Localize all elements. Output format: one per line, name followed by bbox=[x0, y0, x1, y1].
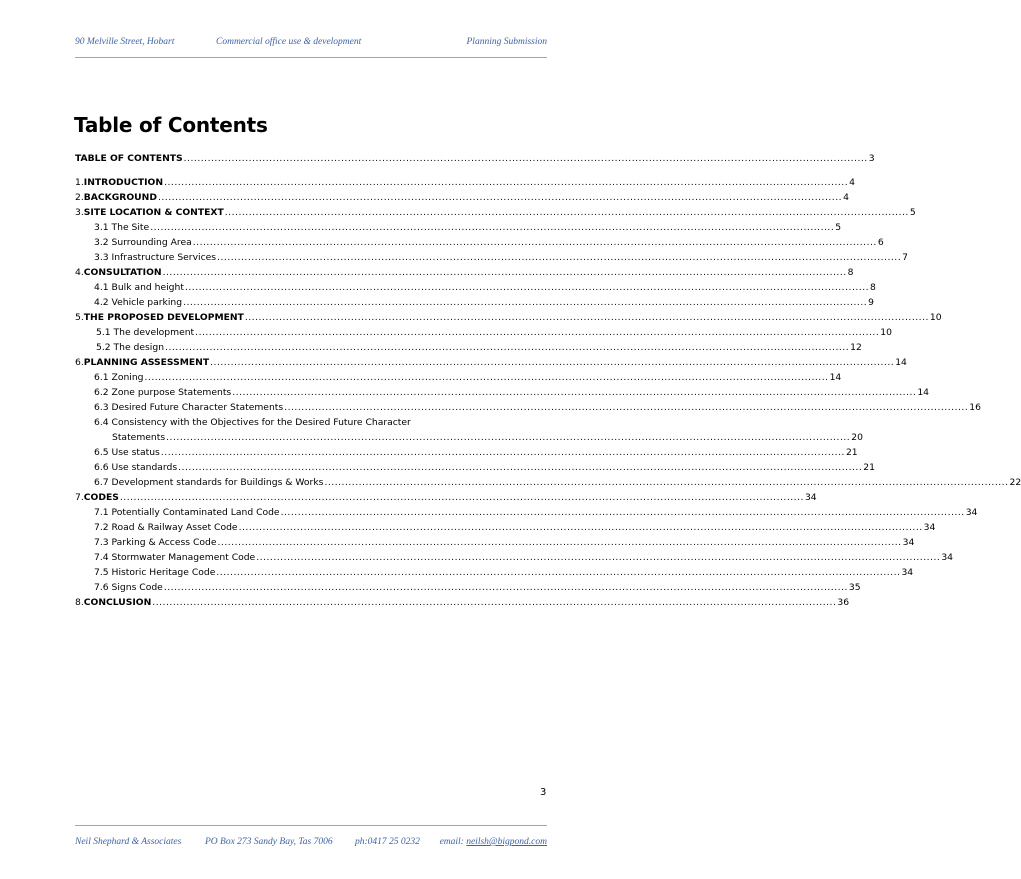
toc-entry-label: Statements bbox=[112, 432, 166, 443]
toc-subentry[interactable] bbox=[75, 151, 875, 166]
footer-company: Neil Shephard & Associates bbox=[75, 837, 182, 847]
toc-leader-dots: ........................................................................................................................................................................................................ bbox=[184, 282, 870, 293]
toc-subentry[interactable] bbox=[94, 460, 875, 475]
toc-page-number: 14 bbox=[917, 387, 930, 398]
toc-leader-dots: ........................................................................................................................................................................................................ bbox=[195, 327, 880, 338]
toc-leader-dots: ........................................................................................................................................................................................................ bbox=[178, 462, 863, 473]
toc-page-number: 34 bbox=[965, 507, 978, 518]
toc-subentry[interactable] bbox=[94, 505, 978, 520]
toc-leader-dots: ........................................................................................................................................................................................................ bbox=[157, 192, 843, 203]
toc-entry-number: 6. bbox=[75, 357, 84, 368]
toc-entry-label: CONCLUSION bbox=[83, 597, 152, 608]
toc-entry-label: 6.6 Use standards bbox=[94, 462, 178, 473]
toc-leader-dots: ........................................................................................................................................................................................................ bbox=[119, 492, 804, 503]
toc-leader-dots: ........................................................................................................................................................................................................ bbox=[183, 297, 868, 308]
toc-page-number: 9 bbox=[868, 297, 875, 308]
toc-leader-dots: ........................................................................................................................................................................................................ bbox=[163, 582, 848, 593]
toc-entry-label: 5.2 The design bbox=[96, 342, 165, 353]
toc-leader-dots: ........................................................................................................................................................................................................ bbox=[162, 267, 847, 278]
toc-subentry[interactable] bbox=[94, 280, 876, 295]
toc-subentry[interactable] bbox=[94, 580, 861, 595]
toc-page-number: 5 bbox=[835, 222, 842, 233]
toc-subentry[interactable] bbox=[94, 475, 1021, 490]
toc-subentry[interactable] bbox=[94, 295, 875, 310]
toc-subentry[interactable] bbox=[94, 415, 432, 430]
toc-entry-number: 8. bbox=[75, 597, 84, 608]
page-footer bbox=[75, 825, 547, 856]
toc-entry[interactable] bbox=[75, 205, 916, 220]
toc-entry-label: SITE LOCATION & CONTEXT bbox=[83, 207, 224, 218]
toc-page-number: 34 bbox=[804, 492, 817, 503]
toc-entry[interactable] bbox=[75, 190, 849, 205]
toc-entry-label: 7.3 Parking & Access Code bbox=[94, 537, 217, 548]
toc-page-number: 14 bbox=[895, 357, 907, 368]
toc-subentry[interactable] bbox=[94, 565, 914, 580]
footer-email bbox=[440, 837, 547, 847]
toc-subentry[interactable] bbox=[94, 370, 842, 385]
toc-leader-dots: ........................................................................................................................................................................................................ bbox=[152, 597, 837, 608]
footer-email-link[interactable]: neilsh@bigpond.com bbox=[466, 837, 547, 847]
toc-page-number: 14 bbox=[829, 372, 842, 383]
page-header bbox=[75, 37, 547, 58]
toc-entry-label: 3.2 Surrounding Area bbox=[94, 237, 192, 248]
toc-page-number: 4 bbox=[843, 192, 849, 203]
toc-page-number: 20 bbox=[851, 432, 863, 443]
header-address: 90 Melville Street, Hobart bbox=[75, 37, 175, 47]
toc-entry-label: 3.1 The Site bbox=[94, 222, 150, 233]
toc-subentry[interactable] bbox=[112, 430, 863, 445]
toc-leader-dots: ........................................................................................................................................................................................................ bbox=[217, 252, 902, 263]
footer-po-box: PO Box 273 Sandy Bay, Tas 7006 bbox=[205, 837, 333, 847]
toc-entry-label: 6.5 Use status bbox=[94, 447, 160, 458]
page-number: 3 bbox=[540, 787, 547, 798]
toc-entry-label: 6.2 Zone purpose Statements bbox=[94, 387, 232, 398]
toc-subentry[interactable] bbox=[94, 235, 884, 250]
toc-entry[interactable] bbox=[75, 310, 942, 325]
toc-subentry[interactable] bbox=[94, 400, 981, 415]
toc-page-number: 8 bbox=[870, 282, 876, 293]
toc-page-number: 6 bbox=[877, 237, 884, 248]
toc-entry[interactable] bbox=[75, 490, 817, 505]
toc-subentry[interactable] bbox=[94, 250, 909, 265]
toc-page-number: 34 bbox=[901, 567, 914, 578]
toc-subentry[interactable] bbox=[94, 220, 842, 235]
toc-leader-dots: ........................................................................................................................................................................................................ bbox=[217, 537, 902, 548]
toc-entry-label: 7.1 Potentially Contaminated Land Code bbox=[94, 507, 280, 518]
toc-subentry[interactable] bbox=[96, 325, 892, 340]
toc-leader-dots: ........................................................................................................................................................................................................ bbox=[160, 447, 845, 458]
toc-leader-dots: ........................................................................................................................................................................................................ bbox=[256, 552, 941, 563]
toc-leader-dots: ........................................................................................................................................................................................................ bbox=[192, 237, 877, 248]
toc-entry-number: 5. bbox=[75, 312, 84, 323]
toc-entry-label: CONSULTATION bbox=[83, 267, 162, 278]
toc-leader-dots: ........................................................................................................................................................................................................ bbox=[232, 387, 917, 398]
toc-page-number: 10 bbox=[929, 312, 942, 323]
toc-entry-label: CODES bbox=[83, 492, 119, 503]
toc-subentry[interactable] bbox=[94, 535, 915, 550]
toc-entry[interactable] bbox=[75, 595, 850, 610]
toc-page-number: 5 bbox=[909, 207, 916, 218]
toc-entry[interactable] bbox=[75, 265, 854, 280]
toc-page-number: 34 bbox=[941, 552, 954, 563]
toc-page-number: 16 bbox=[969, 402, 981, 413]
toc-leader-dots: ........................................................................................................................................................................................................ bbox=[210, 357, 895, 368]
toc-leader-dots: ........................................................................................................................................................................................................ bbox=[224, 207, 909, 218]
toc-entry-label: 5.1 The development bbox=[96, 327, 195, 338]
page-title: Table of Contents bbox=[74, 113, 268, 137]
toc-page-number: 35 bbox=[848, 582, 861, 593]
header-subject: Commercial office use & development bbox=[216, 37, 362, 47]
toc-leader-dots: ........................................................................................................................................................................................................ bbox=[216, 567, 901, 578]
toc-subentry[interactable] bbox=[94, 385, 930, 400]
toc-leader-dots: ........................................................................................................................................................................................................ bbox=[164, 177, 849, 188]
toc-page-number: 12 bbox=[850, 342, 862, 353]
toc-entry-number: 3. bbox=[75, 207, 84, 218]
toc-entry-label: 4.2 Vehicle parking bbox=[94, 297, 183, 308]
toc-leader-dots: ........................................................................................................................................................................................................ bbox=[144, 372, 829, 383]
toc-page-number: 22 bbox=[1009, 477, 1021, 488]
toc-leader-dots: ........................................................................................................................................................................................................ bbox=[150, 222, 835, 233]
toc-entry-number: 7. bbox=[75, 492, 84, 503]
toc-entry[interactable] bbox=[75, 355, 907, 370]
toc-entry-label: 7.2 Road & Railway Asset Code bbox=[94, 522, 238, 533]
toc-subentry[interactable] bbox=[94, 520, 936, 535]
toc-subentry[interactable] bbox=[96, 340, 862, 355]
toc-entry-label: 6.4 Consistency with the Objectives for the Desired Future Character bbox=[94, 417, 411, 428]
toc-page-number: 21 bbox=[863, 462, 875, 473]
toc-entry-label: 4.1 Bulk and height bbox=[94, 282, 184, 293]
toc-entry-label: 7.5 Historic Heritage Code bbox=[94, 567, 216, 578]
toc-entry-label: 3.3 Infrastructure Services bbox=[94, 252, 217, 263]
footer-phone: ph:0417 25 0232 bbox=[355, 837, 420, 847]
toc-entry-label: 7.4 Stormwater Management Code bbox=[94, 552, 256, 563]
toc-leader-dots: ........................................................................................................................................................................................................ bbox=[324, 477, 1009, 488]
toc-entry-label: 6.7 Development standards for Buildings & Works bbox=[94, 477, 324, 488]
toc-page-number: 7 bbox=[902, 252, 909, 263]
toc-leader-dots: ........................................................................................................................................................................................................ bbox=[166, 432, 851, 443]
toc-leader-dots: ........................................................................................................................................................................................................ bbox=[183, 153, 868, 164]
toc-entry-label: THE PROPOSED DEVELOPMENT bbox=[83, 312, 244, 323]
toc-subentry[interactable] bbox=[94, 445, 858, 460]
toc-leader-dots: ........................................................................................................................................................................................................ bbox=[244, 312, 929, 323]
toc-subentry[interactable] bbox=[94, 550, 954, 565]
toc-page-number: 34 bbox=[902, 537, 915, 548]
header-doc-type: Planning Submission bbox=[466, 37, 547, 47]
toc-entry-label: TABLE OF CONTENTS bbox=[75, 153, 183, 164]
toc-page-number: 8 bbox=[847, 267, 854, 278]
toc-entry-label: INTRODUCTION bbox=[83, 177, 164, 188]
toc-leader-dots: ........................................................................................................................................................................................................ bbox=[280, 507, 965, 518]
footer-email-label: email: bbox=[439, 837, 464, 847]
toc-page-number: 4 bbox=[849, 177, 856, 188]
toc-entry-number: 2. bbox=[75, 192, 84, 203]
toc-entry[interactable] bbox=[75, 175, 856, 190]
toc-page-number: 3 bbox=[868, 153, 875, 164]
toc-entry-label: 6.1 Zoning bbox=[94, 372, 144, 383]
toc-entry-number: 1. bbox=[75, 177, 84, 188]
toc-entry-label: PLANNING ASSESSMENT bbox=[83, 357, 210, 368]
toc-entry-label: BACKGROUND bbox=[83, 192, 157, 203]
toc-entry-label: 7.6 Signs Code bbox=[94, 582, 163, 593]
toc-leader-dots: ........................................................................................................................................................................................................ bbox=[238, 522, 923, 533]
toc-entry-number: 4. bbox=[75, 267, 84, 278]
toc-page-number: 10 bbox=[880, 327, 892, 338]
toc-page-number: 21 bbox=[845, 447, 858, 458]
toc-leader-dots: ........................................................................................................................................................................................................ bbox=[284, 402, 969, 413]
toc-leader-dots: ........................................................................................................................................................................................................ bbox=[165, 342, 850, 353]
toc-page-number: 36 bbox=[837, 597, 850, 608]
toc-page-number: 34 bbox=[923, 522, 936, 533]
toc-entry-label: 6.3 Desired Future Character Statements bbox=[94, 402, 284, 413]
